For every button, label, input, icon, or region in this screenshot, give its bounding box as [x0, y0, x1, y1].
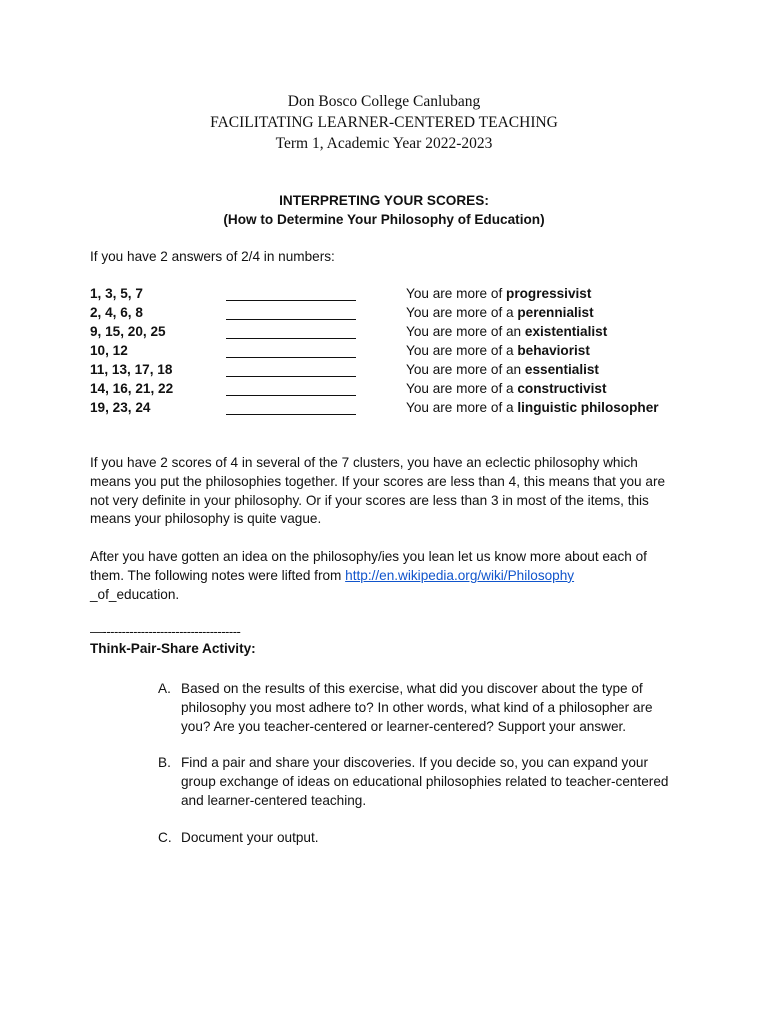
philosophy-result: You are more of a perennialist — [406, 305, 594, 320]
philosophy-result: You are more of a linguistic philosopher — [406, 400, 659, 415]
list-item — [158, 754, 673, 810]
intro-text: If you have 2 answers of 2/4 in numbers: — [90, 249, 335, 264]
answer-blank[interactable] — [226, 303, 406, 322]
item-numbers: 9, 15, 20, 25 — [90, 324, 166, 339]
philosophy-name: behaviorist — [517, 343, 590, 358]
item-text: Document your output. — [181, 829, 319, 845]
philosophy-result: You are more of an essentialist — [406, 362, 599, 377]
school-name: Don Bosco College Canlubang — [287, 93, 481, 110]
score-row — [90, 284, 659, 303]
item-letter: A. — [158, 681, 171, 696]
item-numbers: 11, 13, 17, 18 — [90, 362, 173, 377]
answer-blank[interactable] — [226, 341, 406, 360]
item-numbers: 2, 4, 6, 8 — [90, 305, 143, 320]
answer-blank[interactable] — [226, 379, 406, 398]
item-numbers: 10, 12 — [90, 343, 128, 358]
course-title: FACILITATING LEARNER-CENTERED TEACHING — [210, 114, 558, 131]
activity-list — [158, 680, 673, 866]
philosophy-name: existentialist — [524, 324, 608, 339]
list-item — [158, 829, 673, 848]
score-row — [90, 303, 659, 322]
item-numbers: 1, 3, 5, 7 — [90, 286, 143, 301]
answer-blank[interactable] — [226, 284, 406, 303]
answer-blank[interactable] — [226, 398, 406, 417]
item-letter: B. — [158, 755, 171, 771]
section-heading — [0, 191, 768, 229]
score-table — [90, 284, 659, 417]
heading-subtitle: (How to Determine Your Philosophy of Education) — [223, 212, 545, 227]
answer-blank[interactable] — [226, 322, 406, 341]
item-text: Find a pair and share your discoveries. If you decide so, you can expand your group exchange of ideas on educational philosophies related to teacher-centered and learner-centered teaching. — [181, 755, 669, 808]
score-row — [90, 360, 659, 379]
item-letter: C. — [158, 829, 172, 845]
heading-title: INTERPRETING YOUR SCORES: — [279, 193, 489, 208]
item-text: Based on the results of this exercise, what did you discover about the type of philosophy you most adhere to? In other words, what kind of a philosopher are you? Are you teacher-centered or learner-centered? Support your answer. — [181, 681, 653, 734]
philosophy-result: You are more of a constructivist — [406, 381, 607, 396]
notes-paragraph: After you have gotten an idea on the philosophy/ies you lean let us know more about each of them. The following notes were lifted from http://en.wikipedia.org/wiki/Philosophy _of_education. — [90, 549, 647, 602]
philosophy-name: progressivist — [506, 286, 592, 301]
term-line: Term 1, Academic Year 2022-2023 — [275, 135, 493, 152]
philosophy-result: You are more of a behaviorist — [406, 343, 590, 358]
philosophy-result: You are more of an existentialist — [406, 324, 608, 339]
philosophy-result: You are more of progressivist — [406, 286, 592, 301]
score-row — [90, 341, 659, 360]
item-numbers: 14, 16, 21, 22 — [90, 381, 174, 396]
score-row — [90, 322, 659, 341]
list-item — [158, 680, 673, 736]
wikipedia-link[interactable]: http://en.wikipedia.org/wiki/Philosophy — [345, 567, 575, 583]
activity-title: Think-Pair-Share Activity: — [90, 641, 256, 656]
eclectic-paragraph: If you have 2 scores of 4 in several of the 7 clusters, you have an eclectic philosophy which means you put the philosophies together. If your scores are less than 4, this means that you are not very definite in your philosophy. Or if your scores are less than 3 in most of the items, this means your philosophy is quite vague. — [90, 455, 666, 527]
philosophy-name: constructivist — [517, 381, 607, 396]
philosophy-name: essentialist — [524, 362, 599, 377]
philosophy-name: linguistic philosopher — [517, 400, 659, 415]
philosophy-name: perennialist — [517, 305, 594, 320]
item-numbers: 19, 23, 24 — [90, 400, 151, 415]
score-row — [90, 379, 659, 398]
score-row — [90, 398, 659, 417]
separator-line: —------------------------------------ — [90, 624, 241, 639]
document-header — [0, 91, 768, 154]
answer-blank[interactable] — [226, 360, 406, 379]
